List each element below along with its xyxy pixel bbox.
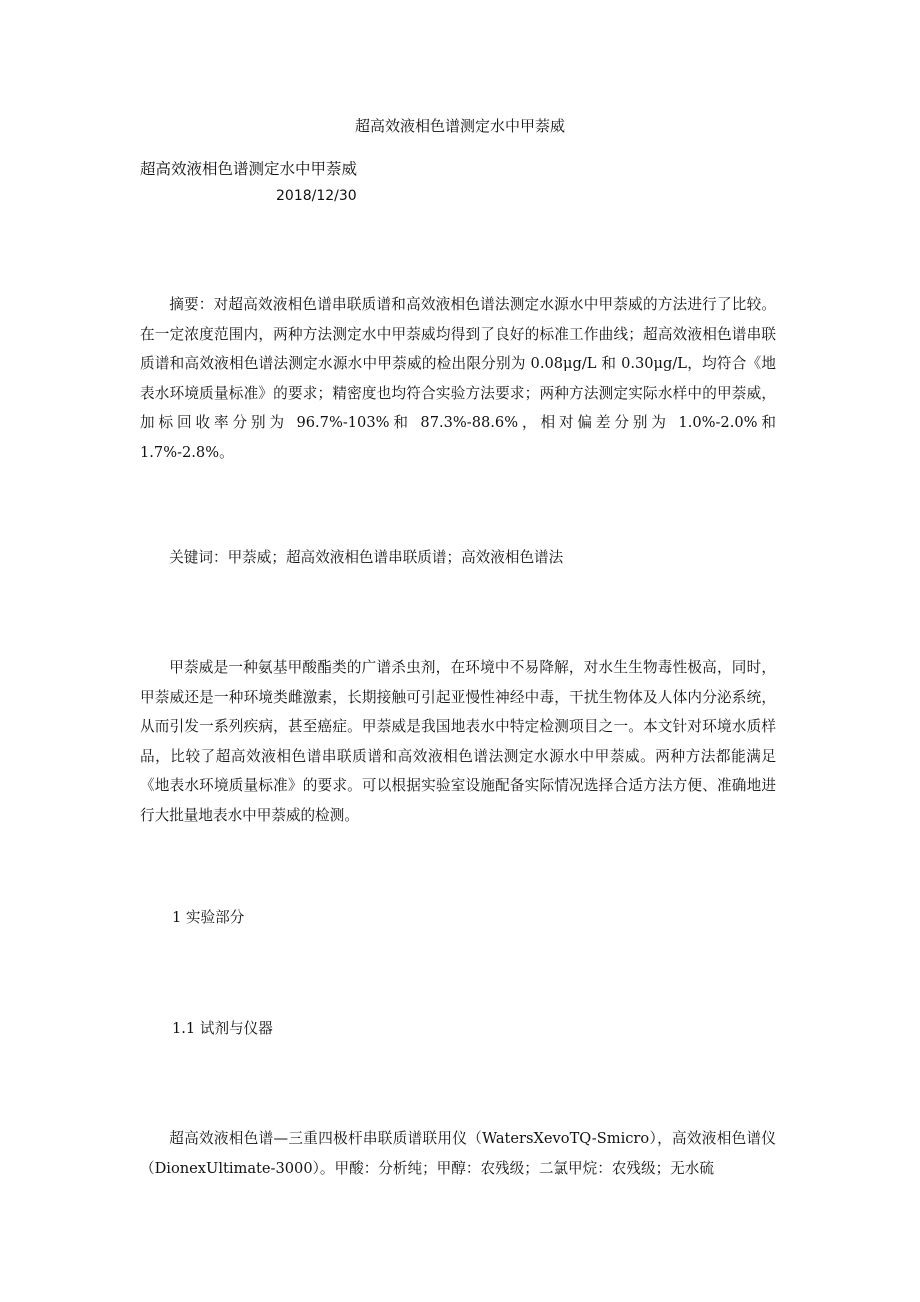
intro-paragraph: 甲萘威是一种氨基甲酸酯类的广谱杀虫剂，在环境中不易降解，对水生生物毒性极高，同时，甲萘威还是一种环境类雌激素，长期接触可引起亚慢性神经中毒，干扰生物体及人体内分泌系统，从而引发一系列疾病，甚至癌症。甲萘威是我国地表水中特定检测项目之一。本文针对环境水质样品，比较了超高效液相色谱串联质谱和高效液相色谱法测定水源水中甲萘威。两种方法都能满足《地表水环境质量标准》的要求。可以根据实验室设施配备实际情况选择合适方法方便、准确地进行大批量地表水中甲萘威的检测。 (140, 659, 776, 824)
abstract-paragraph: 摘要：对超高效液相色谱串联质谱和高效液相色谱法测定水源水中甲萘威的方法进行了比较。在一定浓度范围内，两种方法测定水中甲萘威均得到了良好的标准工作曲线；超高效液相色谱串联质谱和高效液相色谱法测定水源水中甲萘威的检出限分别为 0.08μg/L 和 0.30μg/L，均符合《地表水环境质量标准》的要求；精密度也均符合实验方法要求；两种方法测定实际水样中的甲萘威，加标回收率分别为 96.7%-103%和 87.3%-88.6%，相对偏差分别为 1.0%-2.0%和 1.7%-2.8%。 (140, 296, 776, 461)
article-title: 超高效液相色谱测定水中甲萘威 (140, 160, 358, 178)
keywords-paragraph: 关键词：甲萘威；超高效液相色谱串联质谱；高效液相色谱法 (169, 549, 564, 566)
document-title: 超高效液相色谱测定水中甲萘威 (354, 117, 565, 135)
section-heading-reagents: 1.1 试剂与仪器 (172, 1020, 273, 1037)
section-heading-experiment: 1 实验部分 (172, 909, 245, 926)
publish-date: 2018/12/30 (276, 188, 357, 204)
instruments-paragraph: 超高效液相色谱—三重四极杆串联质谱联用仪（WatersXevoTQ-Smicro），高效液相色谱仪（DionexUltimate-3000）。甲酸：分析纯；甲醇：农残级；二氯甲烷：农残级；无水硫 (140, 1130, 776, 1177)
